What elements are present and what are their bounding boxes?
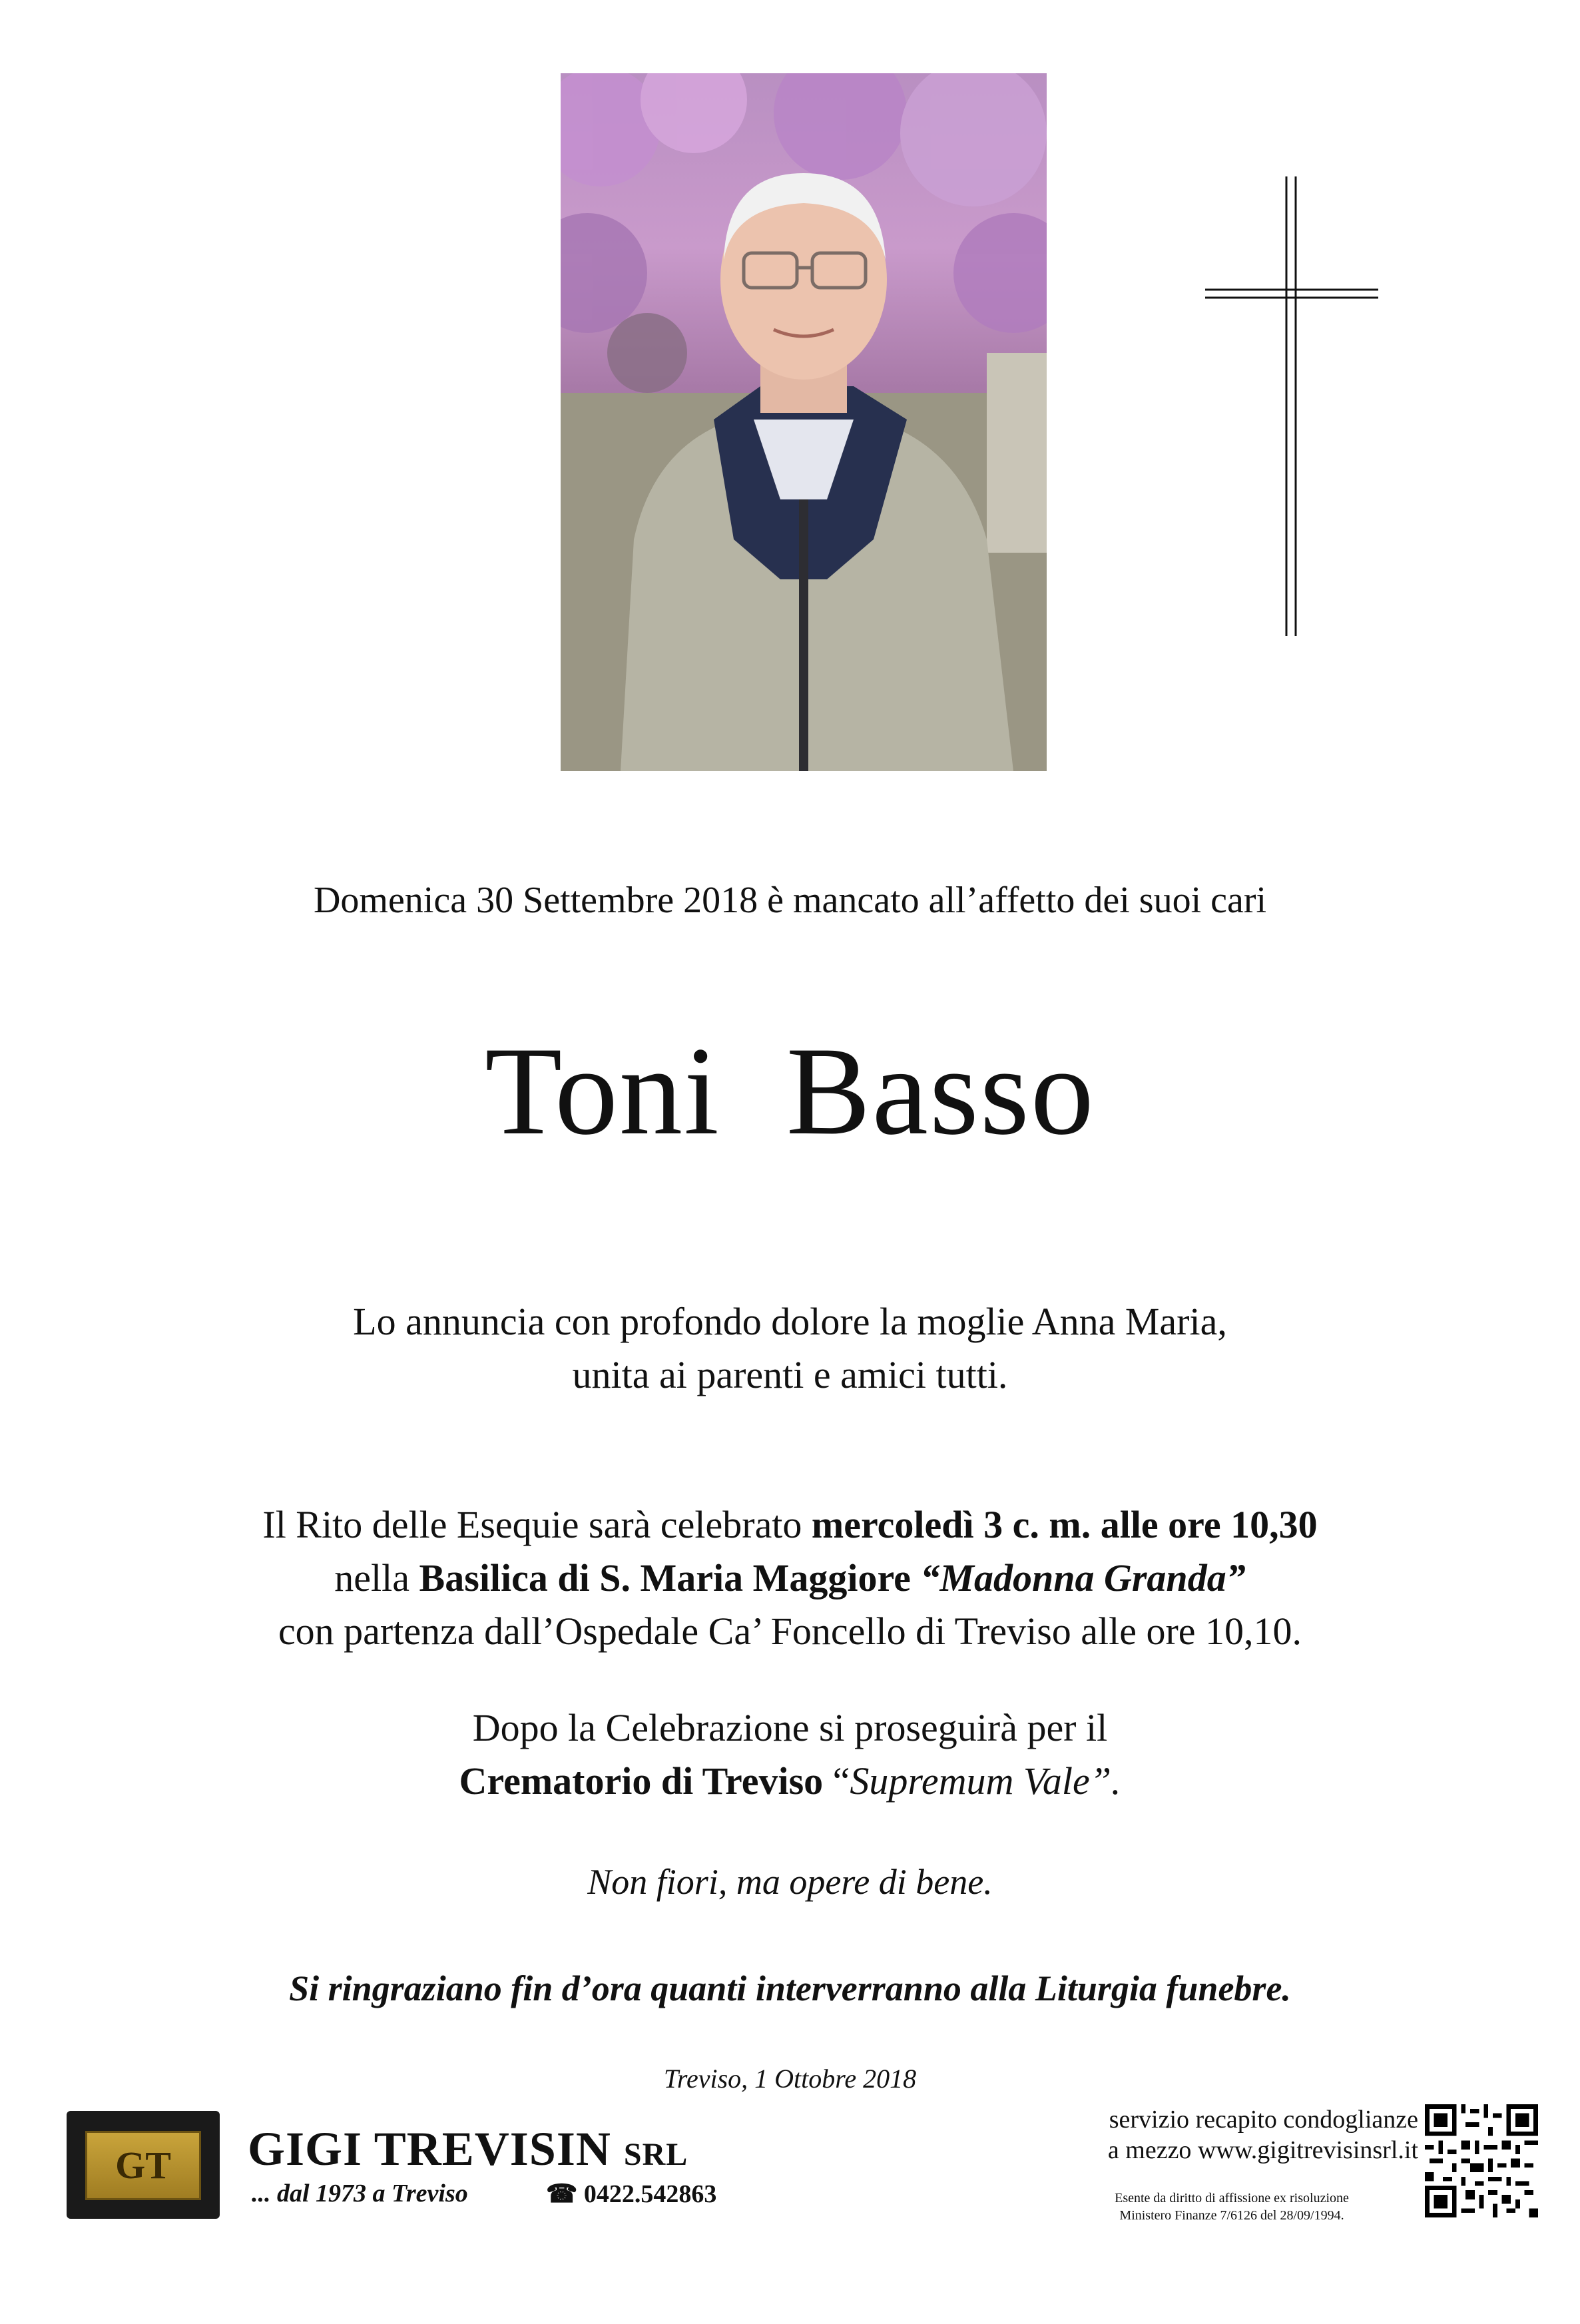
phone-icon: ☎	[546, 2180, 578, 2208]
open-quote: “	[832, 1759, 850, 1803]
close-quote: ”.	[1089, 1759, 1121, 1803]
funeral-rite-line-3: con partenza dall’Ospedale Ca’ Foncello di Treviso alle ore 10,10.	[278, 1609, 1302, 1653]
cross-icon	[1198, 173, 1385, 639]
funeral-rite-line-1	[0, 1498, 1580, 1552]
company-name	[248, 2122, 688, 2177]
thanks-note: Si ringraziano fin d’ora quanti interverranno alla Liturgia funebre.	[289, 1968, 1291, 2008]
company-logo-mark: GT	[85, 2131, 201, 2200]
portrait-photo	[561, 73, 1047, 771]
funeral-location-prefix: nella	[334, 1556, 419, 1599]
after-ceremony-paragraph	[0, 1701, 1580, 1808]
announcement-line-2: unita ai parenti e amici tutti.	[572, 1353, 1008, 1396]
funeral-church: Basilica di S. Maria Maggiore	[419, 1556, 921, 1599]
company-logo	[67, 2111, 220, 2219]
tax-exemption-line-1: Esente da diritto di affissione ex risoluzione	[1115, 2191, 1349, 2205]
announcement-line-1: Lo annuncia con profondo dolore la moglie Anna Maria,	[353, 1300, 1227, 1343]
funeral-rite-paragraph	[0, 1498, 1580, 1658]
after-ceremony-line-2	[0, 1755, 1580, 1808]
tax-exemption-note	[1045, 2189, 1418, 2224]
funeral-date-time: mercoledì 3 c. m. alle ore 10,30	[811, 1503, 1318, 1546]
announcement-paragraph	[0, 1295, 1580, 1402]
phone-number: 0422.542863	[583, 2180, 717, 2208]
company-phone	[546, 2179, 716, 2209]
deceased-name: Toni Basso	[485, 1021, 1095, 1161]
tax-exemption-line-2: Ministero Finanze 7/6126 del 28/09/1994.	[1119, 2208, 1344, 2223]
company-suffix: SRL	[623, 2137, 688, 2172]
place-date: Treviso, 1 Ottobre 2018	[663, 2064, 917, 2094]
company-name-text: GIGI TREVISIN	[248, 2122, 611, 2176]
funeral-rite-text: Il Rito delle Esequie sarà celebrato	[262, 1503, 812, 1546]
condolence-service-line-1: servizio recapito condoglianze	[1109, 2106, 1418, 2134]
funeral-rite-line-2	[0, 1552, 1580, 1605]
funeral-church-nickname: “Madonna Granda”	[920, 1556, 1246, 1599]
death-announcement-line: Domenica 30 Settembre 2018 è mancato all’affetto dei suoi cari	[313, 880, 1267, 921]
crematorium-name: Crematorio di Treviso	[459, 1759, 833, 1803]
crematorium-nickname: Supremum Vale	[850, 1759, 1090, 1803]
company-since: ... dal 1973 a Treviso	[252, 2179, 468, 2207]
condolence-service	[1045, 2104, 1418, 2166]
after-ceremony-line-1: Dopo la Celebrazione si proseguirà per il	[472, 1706, 1108, 1749]
qr-code-icon[interactable]	[1425, 2104, 1538, 2217]
no-flowers-note: Non fiori, ma opere di bene.	[587, 1862, 993, 1902]
condolence-service-line-2: a mezzo www.gigitrevisinsrl.it	[1107, 2136, 1418, 2164]
